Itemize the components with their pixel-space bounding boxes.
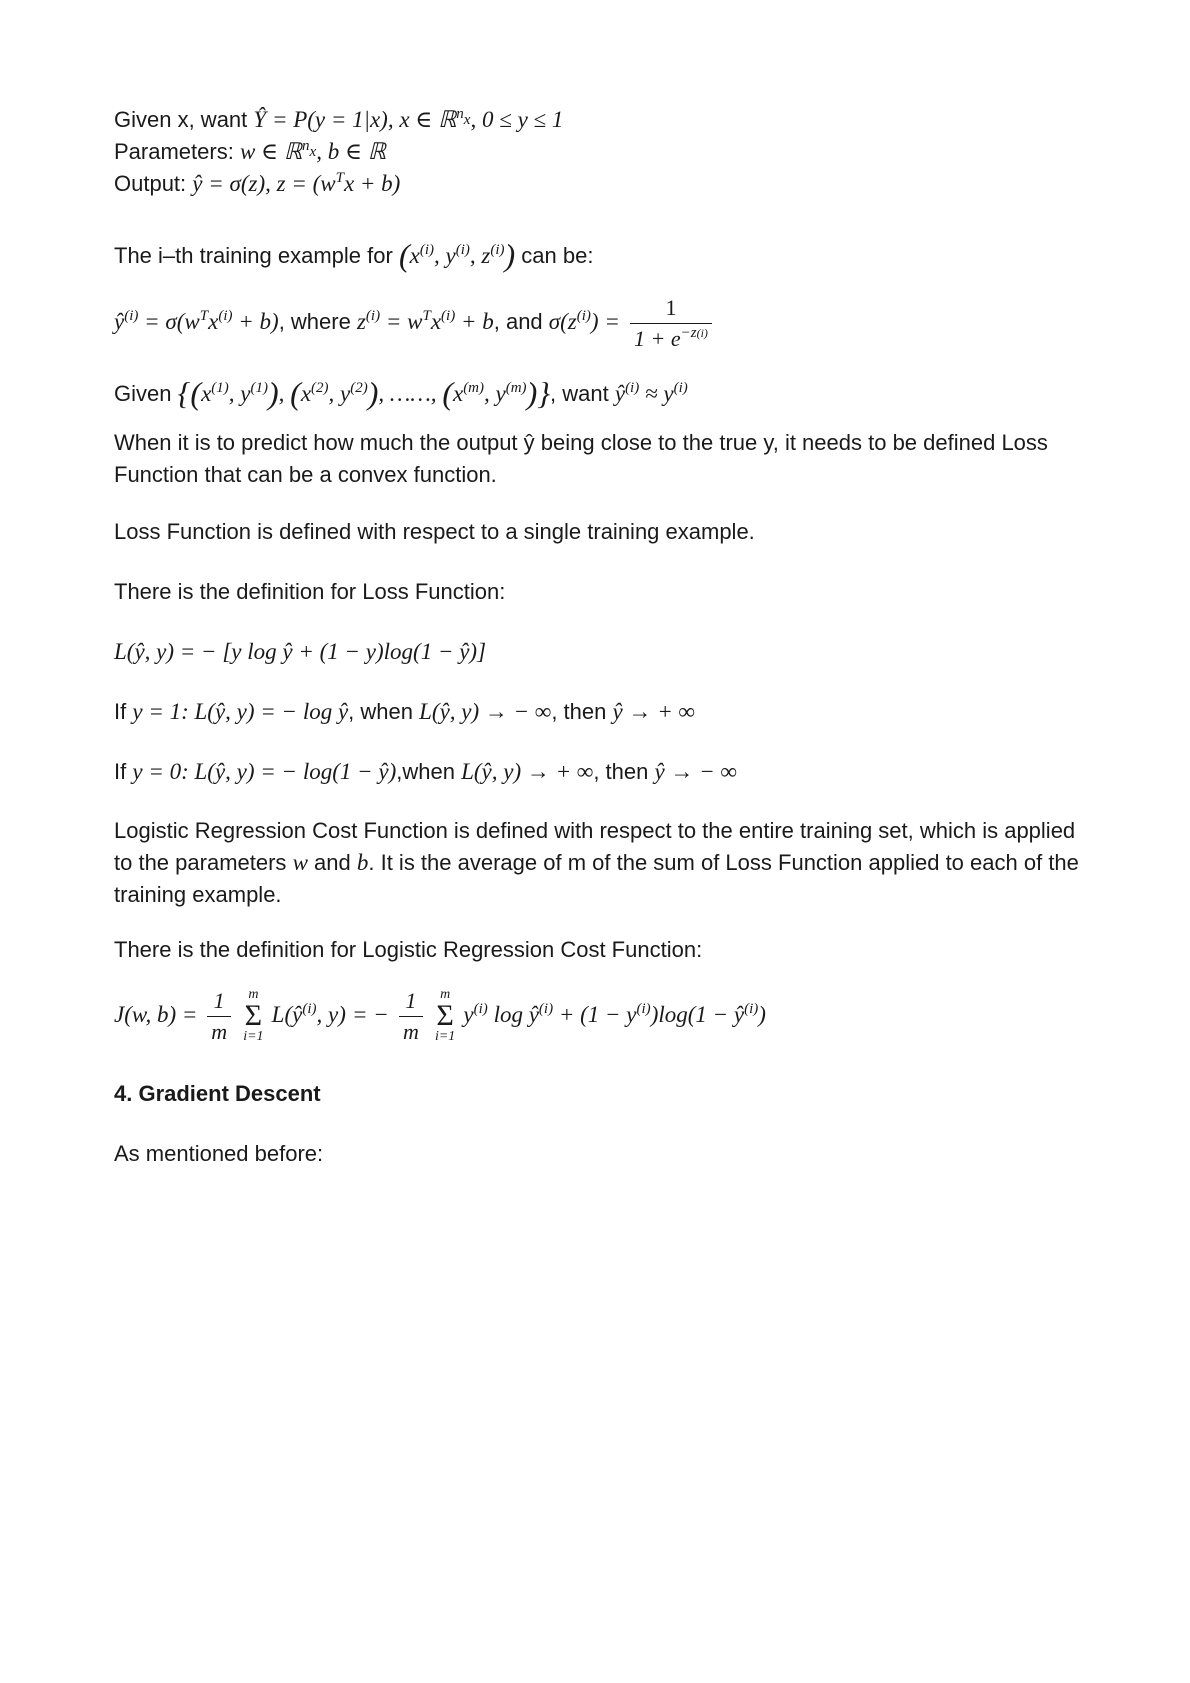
summation-1: m Σ i=1 <box>243 987 264 1045</box>
parameters-prefix: Parameters: <box>114 139 234 164</box>
if-y1-then: , then <box>551 699 607 724</box>
if-y0-prefix: If <box>114 759 127 784</box>
where-text: , where <box>278 309 351 334</box>
if-y0-when: ,when <box>396 759 455 784</box>
sigma-equation: $\sigma(z^{(i)})$ = <box>548 308 620 334</box>
parameters-math: w ∈ ℝ$^{nx}$, b ∈ ℝ <box>239 138 386 164</box>
paragraph-loss-definition-intro: There is the definition for Loss Function: <box>114 579 506 604</box>
paragraph-prediction: When it is to predict how much the output ŷ being close to the true y, it needs to be defined Loss Function that can be a convex function. <box>114 430 1048 487</box>
and-text: , and <box>493 309 543 334</box>
cost-lhs: J(w, b) = <box>114 1002 204 1027</box>
if-y1-line <box>114 696 695 728</box>
if-y0-line <box>114 756 737 788</box>
paragraph-loss-defined: Loss Function is defined with respect to a single training example. <box>114 519 755 544</box>
if-y0-math2: L(ŷ, y) → + ∞ <box>461 759 594 784</box>
if-y1-math3: ŷ → + ∞ <box>612 699 695 724</box>
if-y1-math: y = 1: L(ŷ, y) = − log ŷ <box>132 699 349 724</box>
ith-tuple-math: ($x^{(i)}$, $y^{(i)}$, $z^{(i)}$) <box>398 237 516 273</box>
parameters-line <box>114 136 386 168</box>
cost-loss-term: $L(ŷ^{(i)}$, y) <box>271 1001 346 1027</box>
if-y1-prefix: If <box>114 699 127 724</box>
paragraph-cost-function: Logistic Regression Cost Function is defined with respect to the entire training set, which is applied to the parameters w and b. It is the average of m of the sum of Loss Function applied to each of the training example. <box>114 818 1079 907</box>
cost-neg: = − <box>352 1002 389 1027</box>
training-set-math: {($x^{(1)}$, $y^{(1)}$), ($x^{(2)}$, $y^{(2)}$), ……, ($x^{(m)}$, $y^{(m)}$)} <box>177 375 551 411</box>
if-y0-math3: ŷ → − ∞ <box>654 759 737 784</box>
paragraph-cost-definition-intro: There is the definition for Logistic Regression Cost Function: <box>114 937 703 962</box>
output-prefix: Output: <box>114 171 187 196</box>
cost-fraction-2: $\frac{1}{m}$ <box>399 988 423 1045</box>
given-math: Ŷ = P(y = 1|x), x ∈ ℝ$^{nx}$, 0 ≤ y ≤ 1 <box>253 106 564 132</box>
sigmoid-fraction: $\frac{1}{1 + e^{-z(i)}}$ <box>630 295 712 352</box>
sigmoid-equation-line <box>114 294 716 352</box>
if-y0-math: y = 0: L(ŷ, y) = − log(1 − ŷ) <box>132 759 397 784</box>
output-math: ŷ = σ(z), $z = (w^Tx + b)$ <box>192 170 401 196</box>
if-y1-when: , when <box>348 699 413 724</box>
cost-expanded-term: $y^{(i)}$ $\log ŷ^{(i)} + (1 - y^{(i)})\log(1$ − $ŷ^{(i)}$) <box>463 1001 766 1027</box>
ith-example-line <box>114 237 594 273</box>
given2-prefix: Given <box>114 381 172 406</box>
loss-equation: L(ŷ, y) = − [y log ŷ + (1 − y)log(1 − ŷ)] <box>114 639 487 664</box>
paragraph-as-mentioned: As mentioned before: <box>114 1141 324 1166</box>
if-y0-then: , then <box>593 759 649 784</box>
training-set-line <box>114 375 688 411</box>
output-line <box>114 168 400 200</box>
section-heading-gradient-descent: 4. Gradient Descent <box>114 1081 321 1106</box>
if-y1-math2: L(ŷ, y) → − ∞ <box>419 699 552 724</box>
summation-2: m Σ i=1 <box>434 987 456 1045</box>
ith-prefix: The i–th training example for <box>114 243 393 268</box>
z-equation: $z^{(i)} = w^Tx^{(i)} + b$ <box>356 308 494 334</box>
approx-math: $ŷ^{(i)} \approx y^{(i)}$ <box>614 380 688 406</box>
given-line <box>114 104 563 136</box>
want-text: , want <box>550 381 609 406</box>
cost-fraction-1: $\frac{1}{m}$ <box>207 988 231 1045</box>
yhat-equation: $ŷ^{(i)} = \sigma(w^Tx^{(i)} + b)$ <box>114 308 279 334</box>
cost-equation-line <box>114 980 766 1050</box>
ith-suffix: can be: <box>521 243 594 268</box>
given-prefix: Given x, want <box>114 107 248 132</box>
